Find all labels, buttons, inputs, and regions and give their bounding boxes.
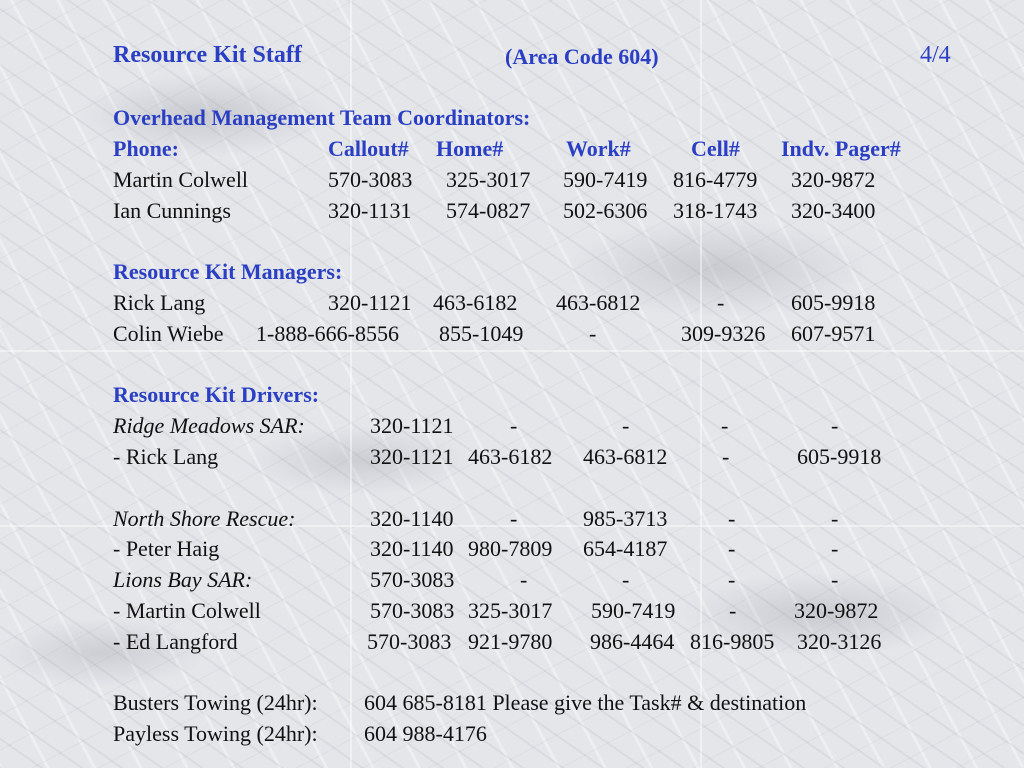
- towing-info: 604 685-8181 Please give the Task# & destination: [364, 690, 807, 715]
- page-title: Resource Kit Staff: [113, 42, 302, 68]
- area-code: (Area Code 604): [505, 44, 659, 69]
- cell-number: 816-4779: [673, 167, 758, 192]
- column-header: Callout#: [328, 136, 409, 161]
- pager-number: -: [831, 567, 839, 592]
- cell-number: -: [728, 536, 736, 561]
- pager-number: -: [831, 506, 839, 531]
- home-number: 463-6182: [433, 290, 518, 315]
- cell-number: 816-9805: [690, 629, 775, 654]
- tile-seam: [0, 350, 1024, 352]
- callout-number: 570-3083: [367, 629, 452, 654]
- cell-number: -: [728, 506, 736, 531]
- pager-number: 320-3126: [797, 629, 882, 654]
- home-number: 325-3017: [446, 167, 531, 192]
- pager-number: 320-9872: [794, 598, 879, 623]
- pager-number: 320-9872: [791, 167, 876, 192]
- work-number: 986-4464: [590, 629, 675, 654]
- page-number: 4/4: [920, 42, 951, 68]
- team-name: Lions Bay SAR:: [113, 567, 253, 592]
- callout-number: 1-888-666-8556: [256, 321, 399, 346]
- column-header: Cell#: [691, 136, 740, 161]
- work-number: -: [622, 413, 630, 438]
- coordinators-heading: Overhead Management Team Coordinators:: [113, 105, 531, 130]
- home-number: -: [510, 506, 518, 531]
- column-header: Indv. Pager#: [781, 136, 901, 161]
- work-number: 590-7419: [563, 167, 648, 192]
- work-number: -: [589, 321, 597, 346]
- home-number: 921-9780: [468, 629, 553, 654]
- home-number: 463-6182: [468, 444, 553, 469]
- callout-number: 320-1121: [370, 444, 454, 469]
- contact-name: - Rick Lang: [113, 444, 219, 469]
- managers-heading: Resource Kit Managers:: [113, 259, 343, 284]
- team-name: Ridge Meadows SAR:: [113, 413, 305, 438]
- contact-name: Rick Lang: [113, 290, 206, 315]
- home-number: 855-1049: [439, 321, 524, 346]
- pager-number: 320-3400: [791, 198, 876, 223]
- callout-number: 570-3083: [328, 167, 413, 192]
- contact-name: Martin Colwell: [113, 167, 249, 192]
- cell-number: -: [721, 413, 729, 438]
- cell-number: 309-9326: [681, 321, 766, 346]
- home-number: 325-3017: [468, 598, 553, 623]
- pager-number: 607-9571: [791, 321, 876, 346]
- home-number: -: [520, 567, 528, 592]
- contact-name: - Martin Colwell: [113, 598, 261, 623]
- work-number: -: [622, 567, 630, 592]
- work-number: 985-3713: [583, 506, 668, 531]
- contact-name: - Ed Langford: [113, 629, 238, 654]
- work-number: 654-4187: [583, 536, 668, 561]
- callout-number: 320-1140: [370, 506, 454, 531]
- work-number: 463-6812: [583, 444, 668, 469]
- pager-number: -: [831, 536, 839, 561]
- column-header: Home#: [436, 136, 504, 161]
- work-number: 590-7419: [591, 598, 676, 623]
- drivers-heading: Resource Kit Drivers:: [113, 382, 320, 407]
- contact-name: - Peter Haig: [113, 536, 220, 561]
- towing-company: Busters Towing (24hr):: [113, 690, 318, 715]
- pager-number: -: [831, 413, 839, 438]
- callout-number: 320-1140: [370, 536, 454, 561]
- pager-number: 605-9918: [797, 444, 882, 469]
- pager-number: 605-9918: [791, 290, 876, 315]
- work-number: 502-6306: [563, 198, 648, 223]
- cell-number: -: [728, 567, 736, 592]
- callout-number: 570-3083: [370, 567, 455, 592]
- column-header: Phone:: [113, 136, 179, 161]
- home-number: 574-0827: [446, 198, 531, 223]
- contact-name: Ian Cunnings: [113, 198, 231, 223]
- towing-company: Payless Towing (24hr):: [113, 721, 318, 746]
- column-header: Work#: [566, 136, 631, 161]
- cell-number: -: [729, 598, 737, 623]
- home-number: -: [510, 413, 518, 438]
- cell-number: -: [722, 444, 730, 469]
- cell-number: -: [717, 290, 725, 315]
- towing-info: 604 988-4176: [364, 721, 487, 746]
- callout-number: 320-1121: [328, 290, 412, 315]
- callout-number: 570-3083: [370, 598, 455, 623]
- work-number: 463-6812: [556, 290, 641, 315]
- callout-number: 320-1131: [328, 198, 412, 223]
- contact-name: Colin Wiebe: [113, 321, 224, 346]
- team-name: North Shore Rescue:: [113, 506, 296, 531]
- callout-number: 320-1121: [370, 413, 454, 438]
- home-number: 980-7809: [468, 536, 553, 561]
- cell-number: 318-1743: [673, 198, 758, 223]
